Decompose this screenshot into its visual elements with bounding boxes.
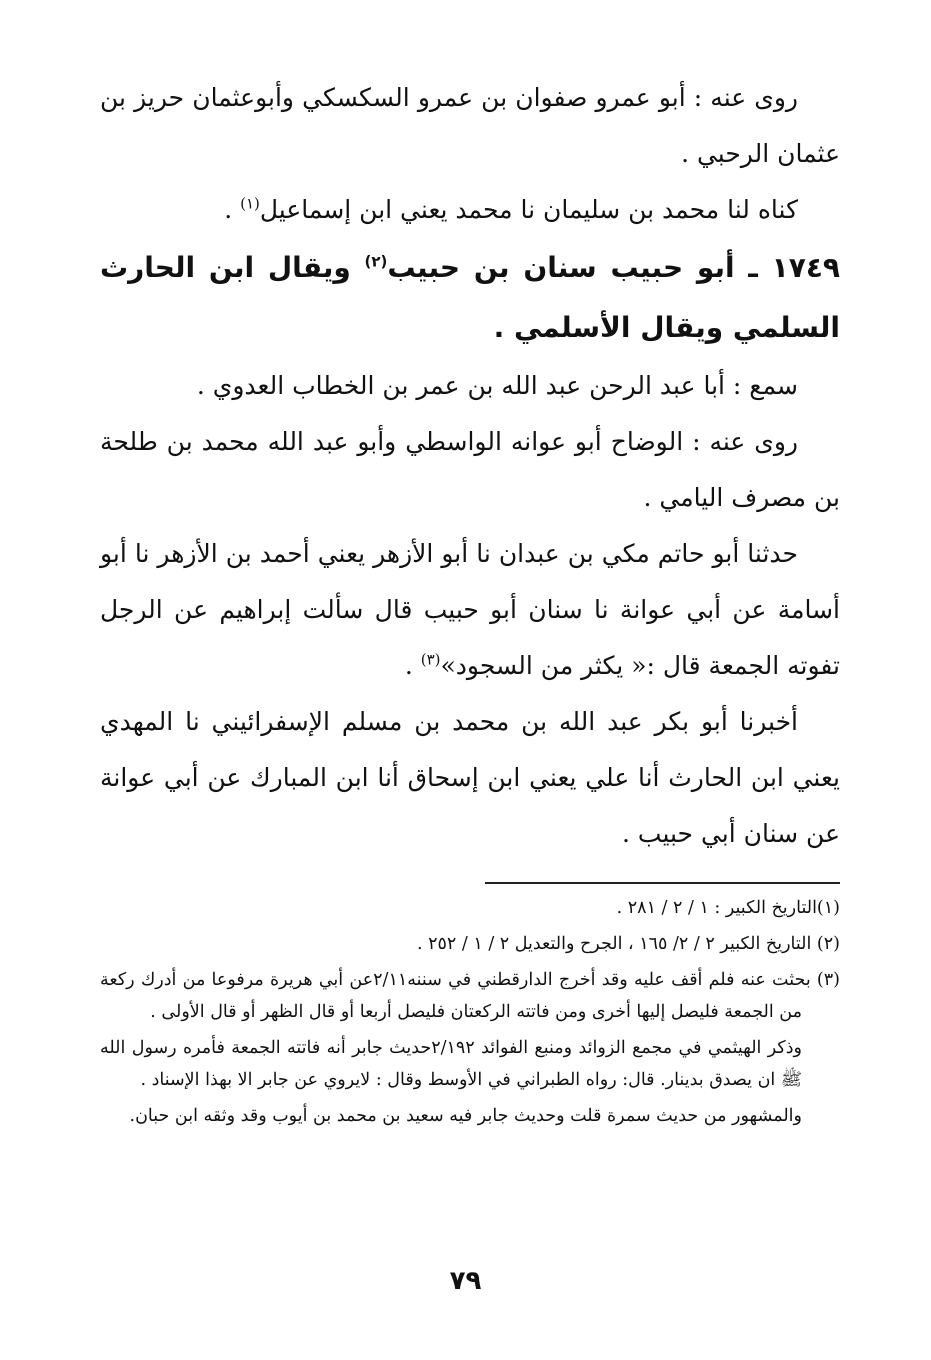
paragraph-chain: أخبرنا أبو بكر عبد الله بن محمد بن مسلم الإسفرائيني نا المهدي يعني ابن الحارث أنا علي يعني ابن إسحاق أنا ابن المبارك عن أبي عوانة عن سنان أبي حبيب . (100, 707, 840, 848)
footnote-ref-2: (٢) (364, 252, 388, 271)
page-number: ٧٩ (449, 1266, 482, 1296)
page-content (100, 70, 840, 1136)
paragraph-hadith-text: حدثنا أبو حاتم مكي بن عبدان نا أبو الأزهر يعني أحمد بن الأزهر نا أبو أسامة عن أبي عوانة نا سنان أبو حبيب قال سألت إبراهيم عن الرجل تفوته الجمعة قال :« يكثر من السجود» (100, 539, 840, 680)
entry-heading-text: ١٧٤٩ ـ أبو حبيب سنان بن حبيب (387, 251, 840, 284)
paragraph-narrators: روى عنه : الوضاح أبو عوانه الواسطي وأبو عبد الله محمد بن طلحة بن مصرف اليامي . (100, 427, 840, 512)
footnote-2: (٢) التاريخ الكبير ٢ / ٢/ ١٦٥ ، الجرح والتعديل ٢ / ١ / ٢٥٢ . (416, 934, 840, 954)
footnote-divider (485, 882, 840, 884)
paragraph-hadith-end: . (404, 651, 421, 680)
footnote-ref-1: (١) (240, 194, 260, 213)
entry-heading (100, 238, 840, 358)
entry-heading-rest: ويقال ابن الحارث السلمي ويقال الأسلمي . (100, 251, 840, 344)
footnote-1: (١)التاريخ الكبير : ١ / ٢ / ٢٨١ . (616, 898, 840, 918)
footnote-ref-3: (٣) (420, 650, 441, 669)
footnote-3-continuation-2: والمشهور من حديث سمرة قلت وحديث جابر فيه سعيد بن محمد بن أيوب وقد وثقه ابن حبان. (129, 1106, 802, 1126)
paragraph-kunya (100, 182, 840, 238)
paragraph-heard: سمع : أبا عبد الرحن عبد الله بن عمر بن الخطاب العدوي . (196, 371, 798, 400)
paragraph-kunya-text: كناه لنا محمد بن سليمان نا محمد يعني ابن إسماعيل (259, 195, 798, 224)
footnotes (100, 892, 840, 1132)
footnote-3-continuation-1: وذكر الهيثمي في مجمع الزوائد ومنبع الفوائد ٢/١٩٢حديث جابر أنه فاتته الجمعة فأمره رسول الله ﷺ ان يصدق بدينار. قال: رواه الطبراني في الأوسط وقال : لايروي عن جابر الا بهذا الإسناد . (100, 1038, 802, 1090)
paragraph-kunya-end: . (224, 195, 241, 224)
paragraph-hadith (100, 526, 840, 694)
paragraph-narrators-from-him: روى عنه : أبو عمرو صفوان بن عمرو السكسكي وأبوعثمان حريز بن عثمان الرحبي . (100, 83, 840, 168)
footnote-3: (٣) بحثت عنه فلم أقف عليه وقد أخرج الدارقطني في سننه٢/١١عن أبي هريرة مرفوعا من أدرك ركعة من الجمعة فليصل إليها أخرى ومن فاتته الركعتان فليصل أربعا أو قال الظهر أو قال الأولى . (100, 970, 840, 1022)
